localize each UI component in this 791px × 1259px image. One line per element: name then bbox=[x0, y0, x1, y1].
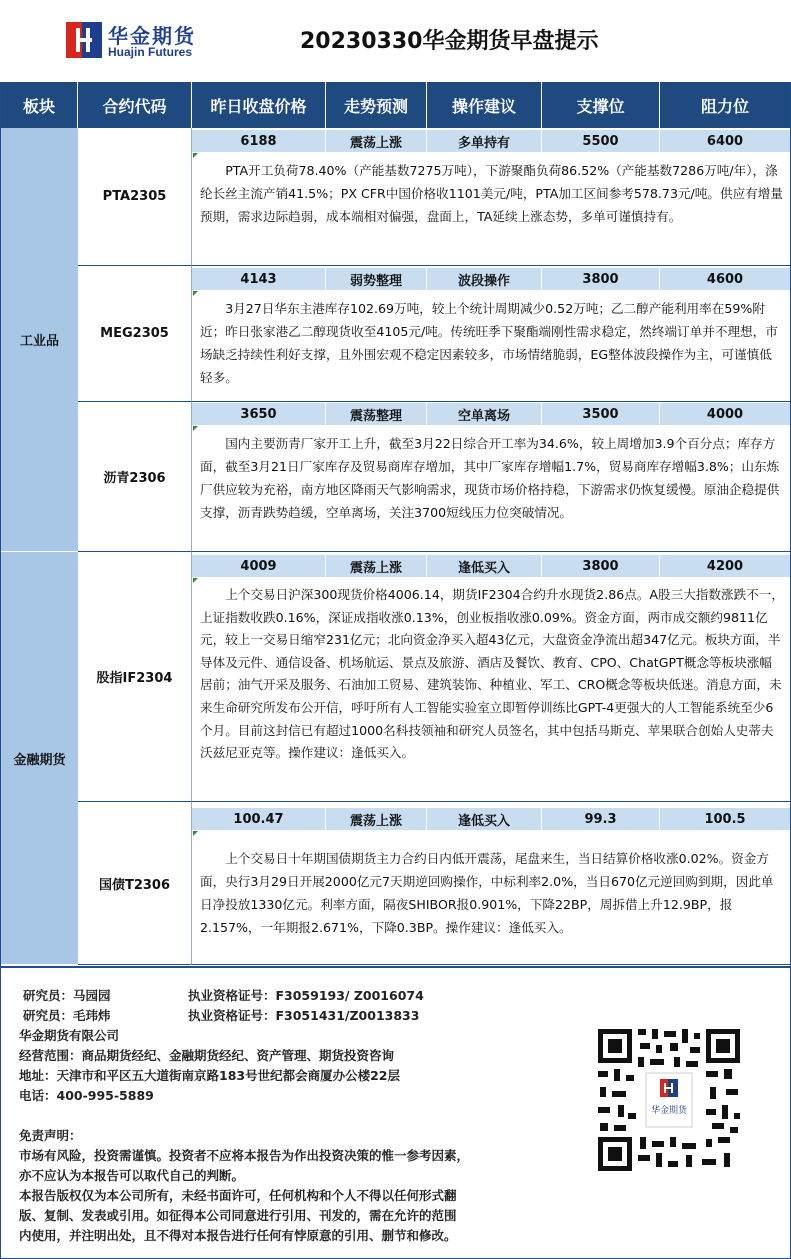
cert-2: 执业资格证号：F3051431/Z0013833 bbox=[188, 1008, 420, 1023]
col-advice: 操作建议 bbox=[427, 82, 542, 128]
desc-t: 上个交易日十年期国债期货主力合约日内低开震荡，尾盘来生，当日结算价格收涨0.02%。资金方面，央行3月29日开展2000亿元7天期逆回购操作，中标利率2.0%，当日670亿元逆回购到期，因此单日净投放1330亿元。利率方面，隔夜SHIBOR报0.901%，下降22BP，周拆借上升12.9BP，报2.157%，一年期报2.671%，下降0.3BP。操作建议：逢低买入。 bbox=[192, 840, 790, 965]
advice-value: 波段操作 bbox=[427, 268, 542, 290]
company-name: 华金期货有限公司 bbox=[19, 1028, 120, 1043]
values-row-meg bbox=[192, 268, 790, 290]
trend-value: 震荡上涨 bbox=[326, 555, 427, 577]
support-value: 3800 bbox=[542, 268, 660, 290]
sector-industrial: 工业品 bbox=[1, 128, 78, 552]
row-marker-icon bbox=[193, 831, 198, 836]
qr-code-icon bbox=[594, 1025, 744, 1175]
trend-value: 震荡上涨 bbox=[326, 808, 427, 830]
report-footer bbox=[1, 966, 790, 1258]
trend-value: 震荡上涨 bbox=[326, 130, 427, 152]
resistance-value: 4600 bbox=[706, 271, 744, 287]
disclaimer-title: 免责声明： bbox=[19, 1128, 82, 1143]
disclaimer-line: 市场有风险，投资需谨慎。投资者不应将本报告为作出投资决策的惟一参考因素， bbox=[19, 1148, 470, 1163]
advice-value: 多单持有 bbox=[427, 130, 542, 152]
desc-if: 上个交易日沪深300现货价格4006.14，期货IF2304合约升水现货2.86点。A股三大指数涨跌不一，上证指数收跌0.16%，深证成指收涨0.13%，创业板指收涨0.09%。资金方面，两市成交额约9811亿元，较上一交易日缩窄231亿元；北向资金净买入超43亿元，大盘资金净流出超347亿元。板块方面，半导体及元件、通信设备、机场航运、景点及旅游、酒店及餐饮、教育、CPO、ChatGPT概念等板块涨幅居前；油气开采及服务、石油加工贸易、建筑装饰、种植业、军工、CRO概念等板块低迷。消息方面，未来生命研究所发布公开信，呼吁所有人工智能实验室立即暂停训练比GPT-4更强大的人工智能系统至少6个月。目前这封信已有超过1000名科技领袖和研究人员签名，其中包括马斯克、苹果联合创始人史蒂夫沃兹尼亚克等。操作建议：逢低买入。 bbox=[192, 577, 790, 802]
page-title: 20230330华金期货早盘提示 bbox=[300, 29, 599, 54]
logo-mark-icon bbox=[66, 22, 102, 58]
disclaimer-line: 亦不应认为本报告可以取代自己的判断。 bbox=[19, 1168, 245, 1183]
contract-if: 股指IF2304 bbox=[78, 552, 192, 802]
close-value: 4009 bbox=[192, 555, 326, 577]
company-logo bbox=[66, 20, 216, 64]
col-support: 支撑位 bbox=[542, 82, 660, 128]
col-contract: 合约代码 bbox=[78, 82, 192, 128]
close-value: 6188 bbox=[192, 130, 326, 152]
contract-meg: MEG2305 bbox=[78, 266, 192, 402]
advice-value: 逢低买入 bbox=[427, 555, 542, 577]
values-row-asphalt bbox=[192, 403, 790, 425]
resistance-value: 4200 bbox=[706, 558, 744, 574]
qr-label: 华金期货 bbox=[650, 1106, 688, 1116]
desc-pta: PTA开工负荷78.40%（产能基数7275万吨），下游聚酯负荷86.52%（产能基数7286万吨/年），涤纶长丝主流产销41.5%；PX CFR中国价格收1101美元/吨，PTA加工区间参考578.73元/吨。供应有增量预期，需求边际趋弱，成本端相对偏强，盘面上，TA延续上涨态势，多单可谨慎持有。 bbox=[192, 152, 790, 266]
company-address: 地址：天津市和平区五大道街南京路183号世纪都会商厦办公楼22层 bbox=[19, 1068, 400, 1083]
contract-asphalt: 沥青2306 bbox=[78, 402, 192, 552]
close-value: 4143 bbox=[192, 268, 326, 290]
advice-value: 逢低买入 bbox=[427, 808, 542, 830]
logo-en-text: Huajin Futures bbox=[108, 45, 193, 59]
resistance-value: 4000 bbox=[706, 406, 744, 422]
close-value: 3650 bbox=[192, 403, 326, 425]
disclaimer-line: 版、复制、发表或引用。如征得本公司同意进行引用、刊发的，需在允许的范围 bbox=[19, 1208, 457, 1223]
report-header bbox=[0, 0, 791, 82]
logo-cn-text: 华金期货 bbox=[108, 24, 196, 48]
contract-t: 国债T2306 bbox=[78, 802, 192, 965]
researcher-1: 研究员：马园园 bbox=[23, 988, 111, 1003]
values-row-t bbox=[192, 808, 790, 830]
resistance-value: 6400 bbox=[706, 133, 744, 149]
desc-asphalt: 国内主要沥青厂家开工上升，截至3月22日综合开工率为34.6%，较上周增加3.9个百分点；库存方面，截至3月21日厂家库存及贸易商库存增加，其中厂家库存增幅1.7%，贸易商库存增幅3.8%；山东炼厂供应较为充裕，南方地区降雨天气影响需求，现货市场价格持稳，下游需求仍恢复缓慢。原油企稳提供支撑，沥青跌势趋缓，空单离场，关注3700短线压力位突破情况。 bbox=[192, 425, 790, 552]
desc-meg: 3月27日华东主港库存102.69万吨，较上个统计周期减少0.52万吨；乙二醇产能利用率在59%附近；昨日张家港乙二醇现货收至4105元/吨。传统旺季下聚酯端刚性需求稳定，然终端订单并不理想，市场缺乏持续性利好支撑，且外围宏观不稳定因素较多，市场情绪脆弱，EG整体波段操作为主，可谨慎低轻多。 bbox=[192, 290, 790, 402]
sector-financial: 金融期货 bbox=[1, 552, 78, 965]
disclaimer-line: 本报告版权仅为本公司所有，未经书面许可，任何机构和个人不得以任何形式翻 bbox=[19, 1188, 457, 1203]
business-scope: 经营范围：商品期货经纪、金融期货经纪、资产管理、期货投资咨询 bbox=[19, 1048, 395, 1063]
cert-1: 执业资格证号：F3059193/ Z0016074 bbox=[188, 988, 424, 1003]
company-phone: 电话：400-995-5889 bbox=[19, 1088, 154, 1103]
table-header bbox=[1, 82, 790, 128]
values-row-pta bbox=[192, 130, 790, 152]
trend-value: 弱势整理 bbox=[326, 268, 427, 290]
col-resistance: 阻力位 bbox=[700, 96, 749, 116]
col-trend: 走势预测 bbox=[326, 82, 427, 128]
values-row-if bbox=[192, 555, 790, 577]
advice-value: 空单离场 bbox=[427, 403, 542, 425]
resistance-value: 100.5 bbox=[704, 811, 746, 827]
contract-pta: PTA2305 bbox=[78, 128, 192, 266]
col-close: 昨日收盘价格 bbox=[192, 82, 326, 128]
support-value: 5500 bbox=[542, 130, 660, 152]
disclaimer-line: 内使用，并注明出处，且不得对本报告进行任何有悖原意的引用、删节和修改。 bbox=[19, 1228, 457, 1243]
support-value: 99.3 bbox=[542, 808, 660, 830]
support-value: 3800 bbox=[542, 555, 660, 577]
researcher-2: 研究员：毛玮炜 bbox=[23, 1008, 111, 1023]
col-sector: 板块 bbox=[1, 82, 78, 128]
support-value: 3500 bbox=[542, 403, 660, 425]
close-value: 100.47 bbox=[192, 808, 326, 830]
trend-value: 震荡整理 bbox=[326, 403, 427, 425]
